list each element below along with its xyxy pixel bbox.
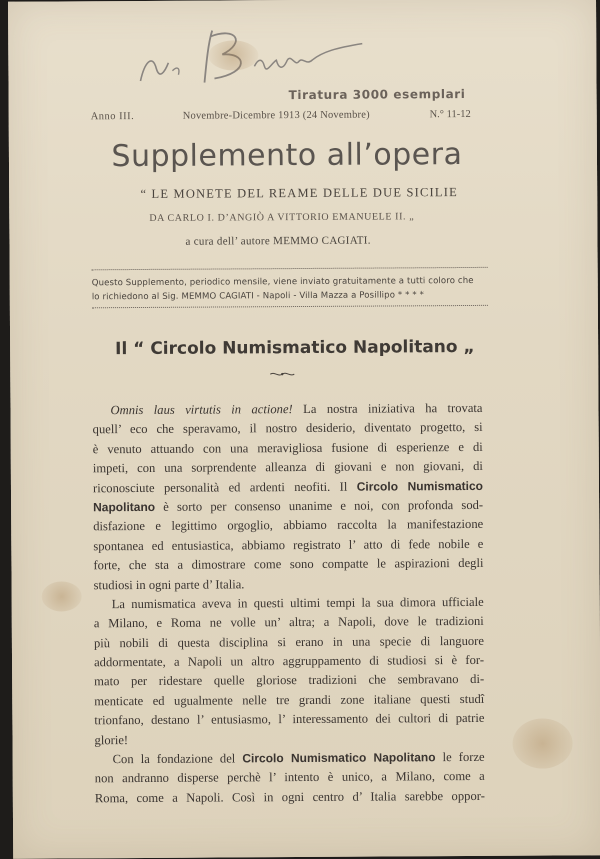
article-text-span: studiosi in ogni parte d’ Italia. [93, 576, 245, 592]
article-text-span: addormentate, a Napoli un altro aggruppamento di studiosi si è for- [93, 652, 485, 670]
article-line [94, 573, 484, 595]
article-line [94, 612, 484, 634]
article-line [93, 554, 483, 576]
article-line [93, 418, 483, 440]
article-line [92, 399, 482, 421]
publication-range: DA CARLO I. D’ANGIÒ A VITTORIO EMANUELE II. „ [149, 211, 415, 224]
article-line [94, 593, 484, 615]
paper-stain [512, 718, 572, 768]
article-line [95, 787, 485, 809]
article-text-span: quell’ eco che speravamo, il nostro desiderio, diventato progetto, si [92, 420, 483, 437]
article-line [94, 670, 484, 692]
article-line [93, 438, 483, 460]
article-text-span: impeti, con una sorprendente alleanza di giovani e non giovani, di [92, 459, 483, 476]
article-text-span: Roma, come a Napoli. Così in ogni centro d’ Italia sarebbe oppor- [94, 788, 485, 806]
publication-title: Supplemento all’opera [111, 137, 463, 175]
article-text-span: è venuto attuando con una meravigliosa fusione di esperienze e di [92, 439, 483, 457]
article-text-span: non andranno disperse perchè l’ intento è unico, a Milano, come a [94, 769, 485, 786]
article-text-span: a Milano, e Roma ne volle un’ altra; a Napoli, dove le tradizioni [93, 614, 484, 631]
publication-subtitle: “ LE MONETE DEL REAME DELLE DUE SICILIE [140, 185, 458, 201]
article-line [93, 535, 483, 557]
article-text-span: più nobili di questa disciplina si erano in una specie di languore [93, 633, 484, 650]
article-text-span: Con la fondazione del [112, 751, 243, 767]
article-text-span: disfazione e legittimo orgoglio, abbiamo raccolta la manifestazione [93, 517, 484, 534]
article-title: Il “ Circolo Numismatico Napolitano „ [115, 336, 475, 360]
article-text-span: La numismatica aveva in questi ultimi tempi la sua dimora ufficiale [111, 594, 484, 612]
article-text-span: riconosciute personalità ed ardenti neofiti. Il [92, 479, 357, 495]
document-page [8, 0, 600, 859]
article-line [94, 729, 484, 751]
article-text-span: Circolo Numismatico [356, 478, 484, 494]
paper-stain [42, 581, 82, 611]
issue-date: Novembre-Dicembre 1913 (24 Novembre) [182, 109, 370, 122]
article-text-span: mato per ridestare quelle gloriose tradizioni che sembravano di- [94, 672, 485, 689]
ornament-divider [268, 370, 296, 378]
issue-year: Anno III. [90, 111, 135, 123]
article-text-span: spontanea ed entusiastica, abbiamo registrato l’ atto di fede nobile e [93, 536, 484, 554]
article-line [94, 651, 484, 673]
article-line [93, 457, 483, 479]
distribution-notice [92, 274, 492, 304]
article-line [93, 515, 483, 537]
paper-stain [208, 40, 258, 70]
article-text-span: forte, che sta a dimostrare come sono compatte le aspirazioni degli [93, 556, 484, 573]
article-text-span: è sorto per consenso unanime e noi, con profonda sod- [155, 497, 484, 514]
article-text-span: Napolitano [93, 499, 156, 515]
notice-bottom-rule [92, 305, 488, 308]
article-line [95, 767, 485, 789]
print-run-label: Tiratura 3000 esemplari [288, 87, 466, 103]
article-text-span: menticate ed ugualmente nelle tre grandi zone italiane questi studî [94, 691, 485, 709]
article-line [94, 690, 484, 712]
article-text-span: La nostra iniziativa ha trovata [292, 400, 483, 417]
issue-info-line [91, 109, 471, 125]
article-text-span: Omnis laus virtutis in actione! [110, 402, 293, 418]
article-line [93, 496, 483, 518]
article-body [92, 399, 484, 809]
article-text-span: Circolo Numismatico Napolitano [242, 750, 436, 766]
article-line [94, 709, 484, 731]
article-line [94, 632, 484, 654]
issue-number: N.° 11-12 [429, 108, 471, 121]
article-text-span: glorie! [94, 732, 129, 747]
article-text-span: le forze [435, 749, 485, 765]
article-text-span: trionfano, destano l’ entusiasmo, l’ interessamento dei cultori di patrie [94, 711, 485, 728]
notice-line: lo richiedono al Sig. MEMMO CAGIATI - Napoli - Villa Mazza a Posillipo * * * * [91, 290, 425, 303]
article-line [95, 748, 485, 770]
notice-top-rule [92, 267, 488, 270]
notice-line: Questo Supplemento, periodico mensile, viene inviato gratuitamente a tutti coloro che [91, 275, 474, 289]
publication-curator: a cura dell’ autore MEMMO CAGIATI. [185, 234, 371, 248]
article-line [93, 476, 483, 498]
